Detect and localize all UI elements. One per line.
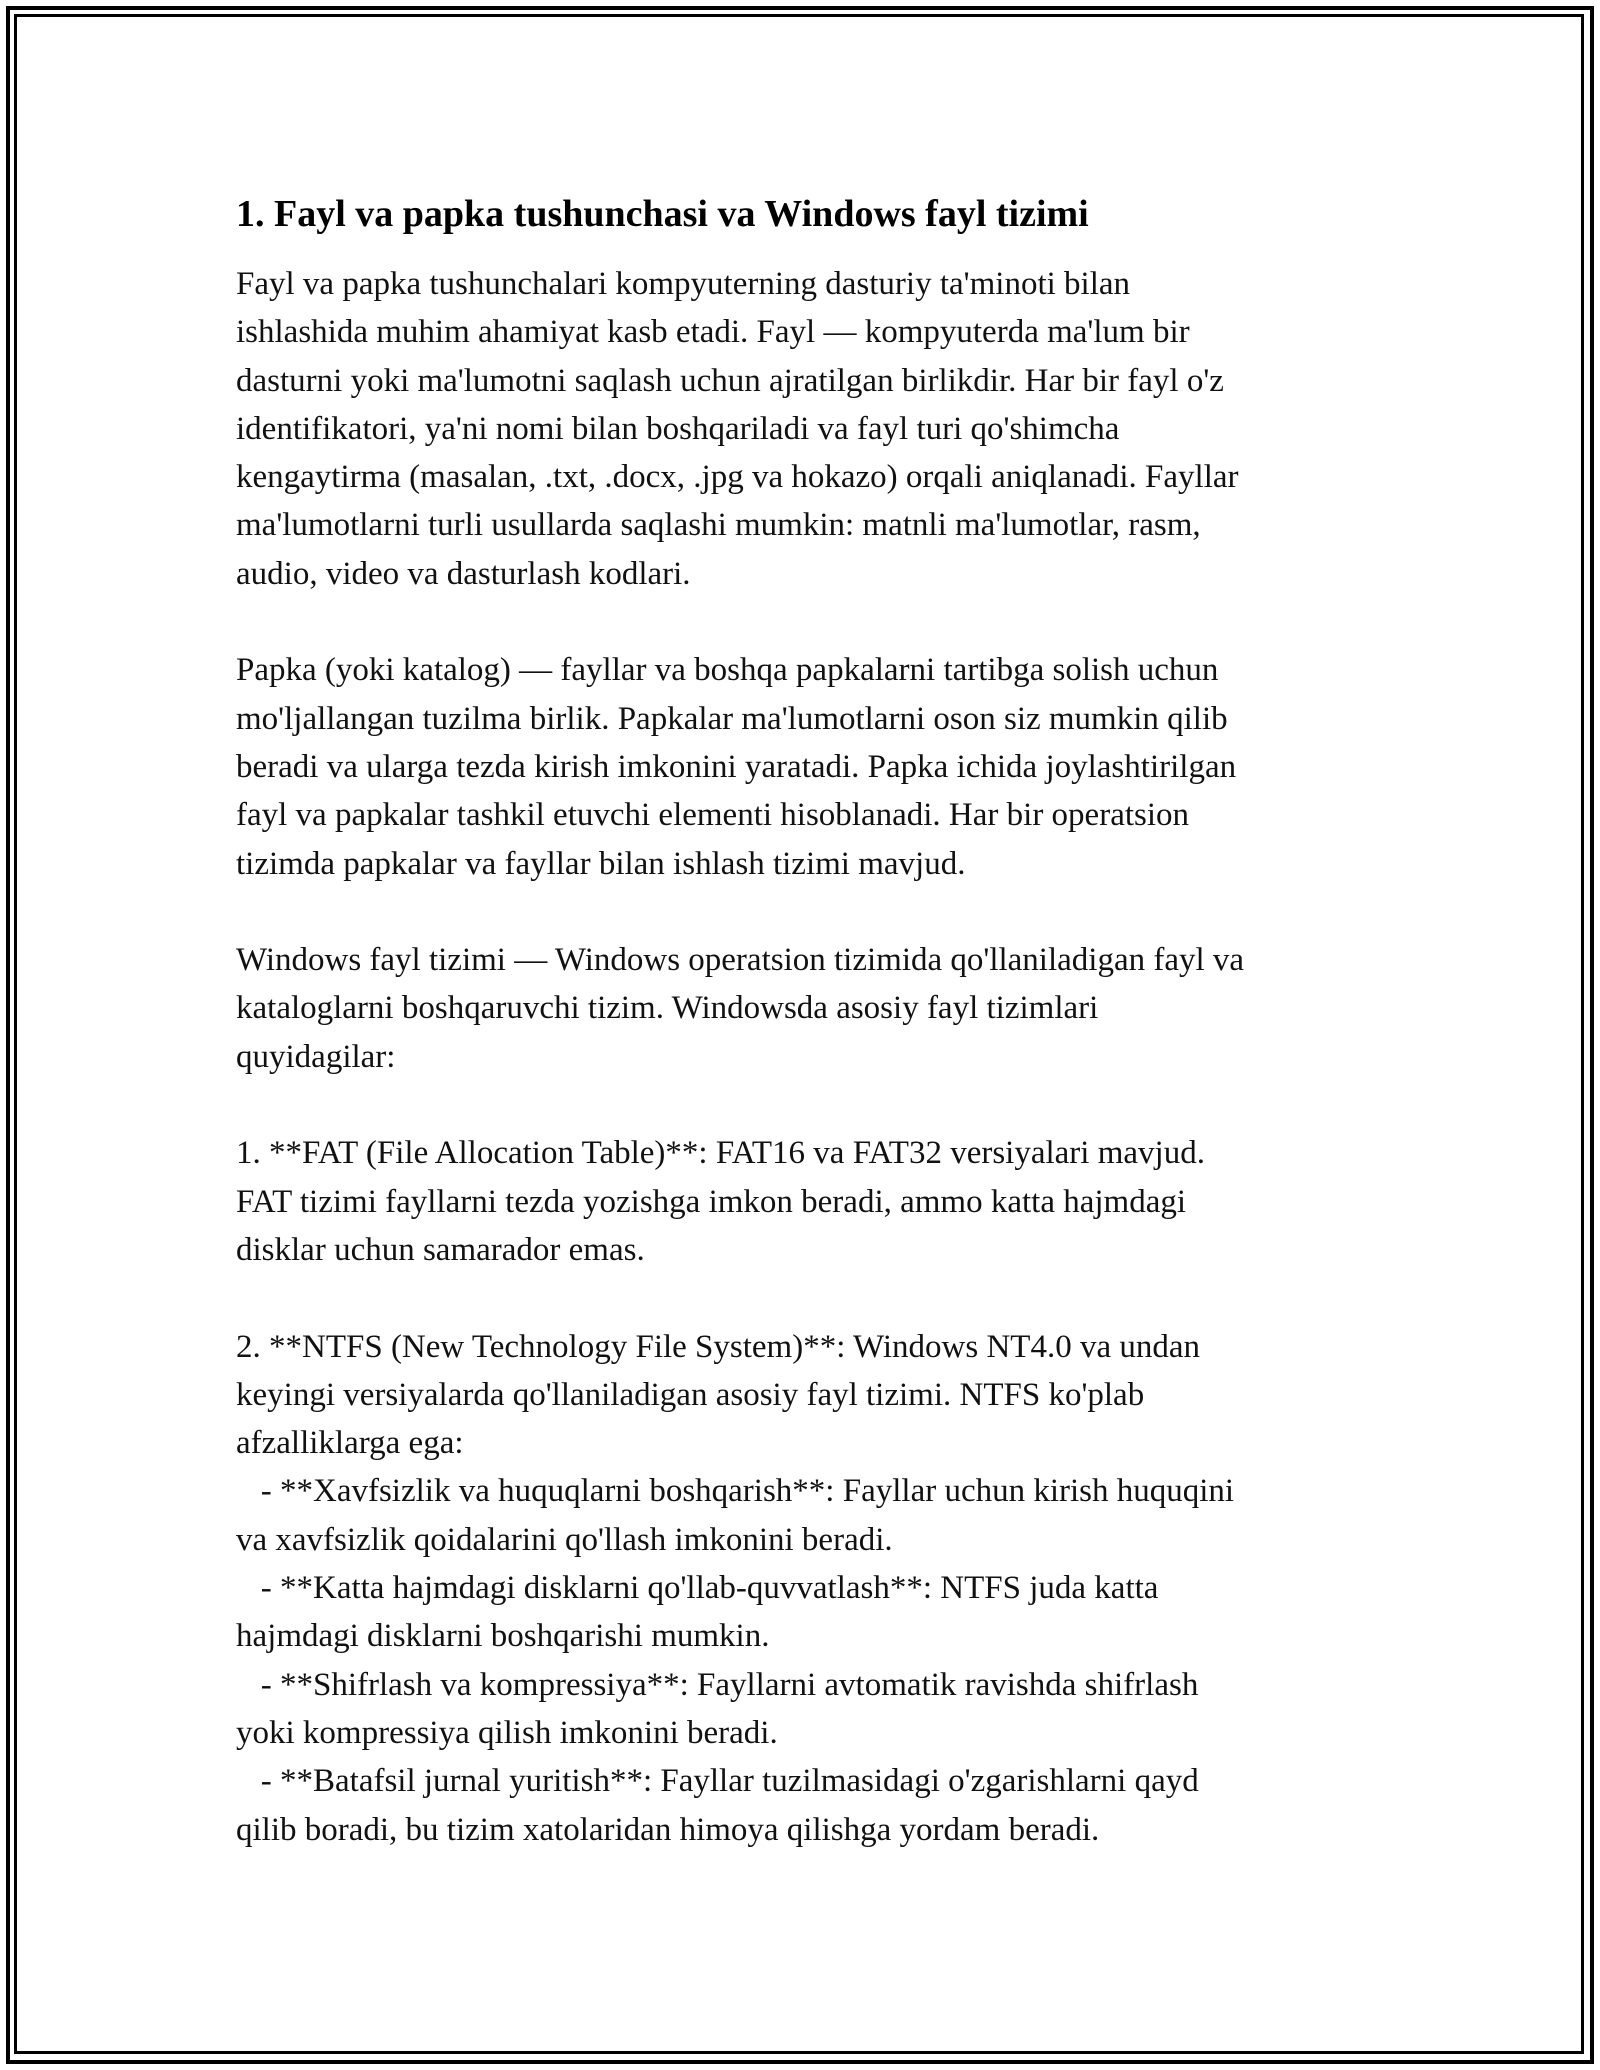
text-line: afzalliklarga ega: (236, 1425, 464, 1462)
text-line: Fayl va papka tushunchalari kompyuterning dasturiy ta'minoti bilan (236, 266, 1131, 302)
ntfs-subitem-journaling: - **Batafsil jurnal yuritish**: Fayllar tuzilmasidagi o'zgarishlarni qayd (236, 1763, 1199, 1800)
text-line: quyidagilar: (236, 1038, 396, 1075)
text-line: audio, video va dasturlash kodlari. (236, 555, 691, 592)
text-line: keyingi versiyalarda qo'llaniladigan asosiy fayl tizimi. NTFS ko'plab (236, 1376, 1145, 1413)
paragraph-file-folder-intro (236, 260, 1386, 598)
text-line: kengaytirma (masalan, .txt, .docx, .jpg va hokazo) orqali aniqlanadi. Fayllar (236, 459, 1239, 496)
list-item-fat (236, 1129, 1386, 1274)
text-line: FAT tizimi fayllarni tezda yozishga imkon beradi, ammo katta hajmdagi (236, 1183, 1187, 1220)
text-line: fayl va papkalar tashkil etuvchi elementi hisoblanadi. Har bir operatsion (236, 797, 1190, 834)
text-line: disklar uchun samarador emas. (236, 1231, 645, 1268)
text-line: 2. **NTFS (New Technology File System)**: Windows NT4.0 va undan (236, 1328, 1200, 1365)
text-line: 1. **FAT (File Allocation Table)**: FAT16 va FAT32 versiyalari mavjud. (236, 1135, 1205, 1172)
page-title: 1. Fayl va papka tushunchasi va Windows fayl tizimi (236, 193, 1089, 235)
ntfs-subitem-encryption: - **Shifrlash va kompressiya**: Fayllarni avtomatik ravishda shifrlash (236, 1666, 1199, 1703)
text-line: dasturni yoki ma'lumotni saqlash uchun ajratilgan birlikdir. Har bir fayl o'z (236, 362, 1224, 399)
list-item-ntfs (236, 1323, 1386, 1854)
text-line: kataloglarni boshqaruvchi tizim. Windowsda asosiy fayl tizimlari (236, 990, 1099, 1027)
text-line: Papka (yoki katalog) — fayllar va boshqa papkalarni tartibga solish uchun (236, 652, 1219, 689)
text-line: hajmdagi disklarni boshqarishi mumkin. (236, 1618, 770, 1655)
text-line: qilib boradi, bu tizim xatolaridan himoya qilishga yordam beradi. (236, 1811, 1100, 1848)
ntfs-subitem-security: - **Xavfsizlik va huquqlarni boshqarish**: Fayllar uchun kirish huquqini (236, 1473, 1235, 1510)
paragraph-windows-file-system (236, 936, 1386, 1081)
ntfs-subitem-large-disks: - **Katta hajmdagi disklarni qo'llab-quvvatlash**: NTFS juda katta (236, 1570, 1159, 1607)
text-line: identifikatori, ya'ni nomi bilan boshqariladi va fayl turi qo'shimcha (236, 410, 1120, 447)
text-line: mo'ljallangan tuzilma birlik. Papkalar ma'lumotlarni oson siz mumkin qilib (236, 700, 1228, 737)
text-line: ma'lumotlarni turli usullarda saqlashi mumkin: matnli ma'lumotlar, rasm, (236, 507, 1201, 544)
paragraph-folder-definition (236, 646, 1386, 887)
text-line: yoki kompressiya qilish imkonini beradi. (236, 1714, 778, 1751)
text-line: beradi va ularga tezda kirish imkonini yaratadi. Papka ichida joylashtirilgan (236, 748, 1237, 785)
document-body (236, 180, 1386, 1902)
text-line: ishlashida muhim ahamiyat kasb etadi. Fayl — kompyuterda ma'lum bir (236, 314, 1190, 351)
text-line: Windows fayl tizimi — Windows operatsion tizimida qo'llaniladigan fayl va (236, 942, 1245, 979)
text-line: tizimda papkalar va fayllar bilan ishlash tizimi mavjud. (236, 845, 966, 882)
text-line: va xavfsizlik qoidalarini qo'llash imkonini beradi. (236, 1521, 893, 1558)
